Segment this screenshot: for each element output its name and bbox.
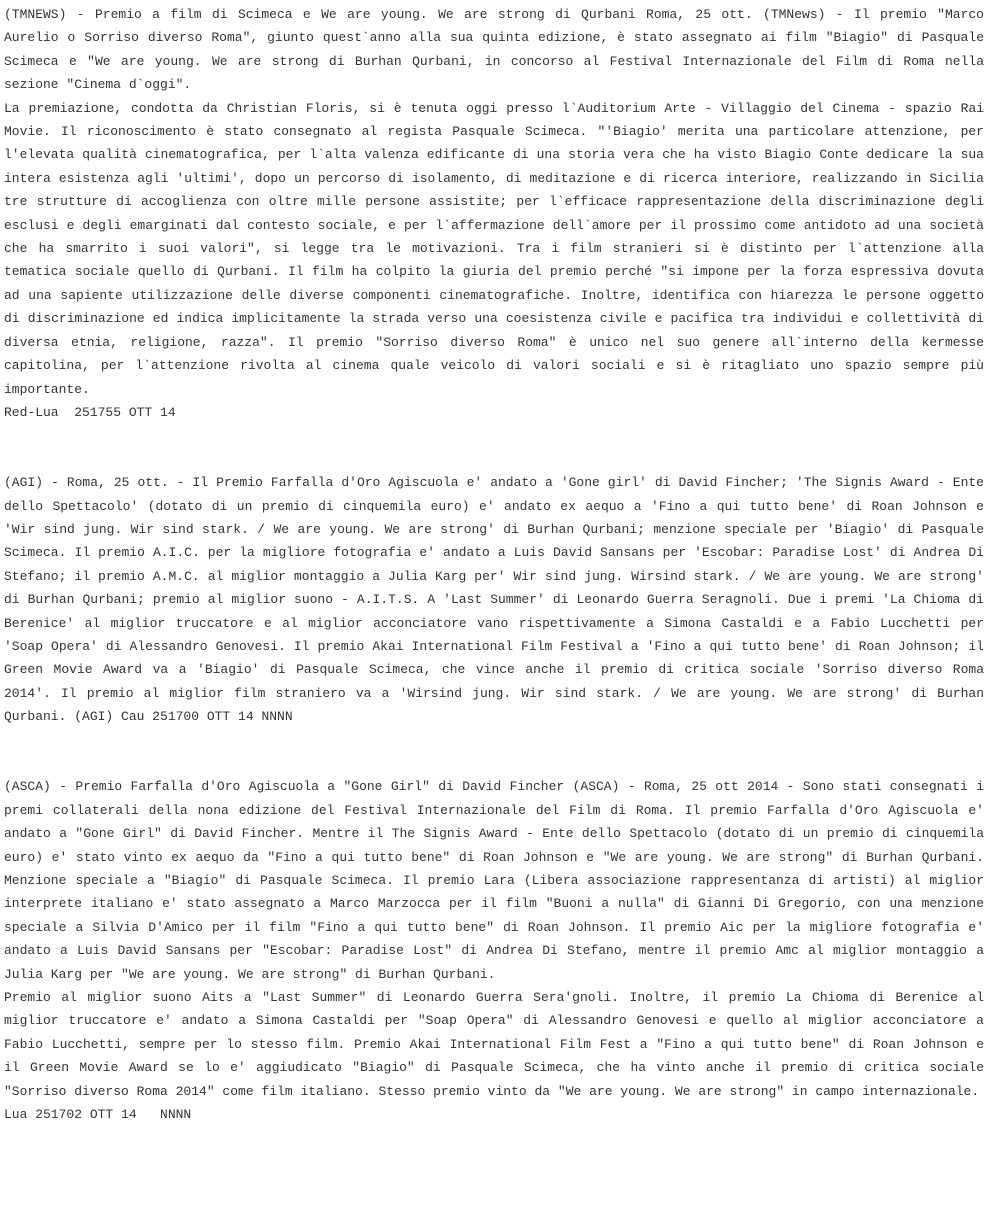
article-paragraph: (ASCA) - Premio Farfalla d'Oro Agiscuola a "Gone Girl" di David Fincher (ASCA) - Roma, 25 ott 2014 - Sono stati consegnati i premi collaterali della nona edizione del Festival Internazionale del Film di Roma. Il premio Farfalla d'Oro Agiscuola e' andato a "Gone Girl" di David Fincher. Mentre il The Signis Award - Ente dello Spettacolo (dotato di un premio di cinquemila euro) e' stato vinto ex aequo da "Fino a qui tutto bene" di Roan Johnson e "We are young. We are strong" di Burhan Qurbani. Menzione speciale a "Biagio" di Pasquale Scimeca. Il premio Lara (Libera associazione rappresentanza di artisti) al miglior interprete italiano e' stato assegnato a Marco Marzocca per il film "Buoni a nulla" di Gianni Di Gregorio, con una menzione speciale a Silvia D'Amico per il film "Fino a qui tutto bene" di Roan Johnson. Il premio Aic per la migliore fotografia e' andato a Luis David Sansans per "Escobar: Paradise Lost" di Andrea Di Stefano, mentre il premio Amc al miglior montaggio a Julia Karg per "We are young. We are strong" di Burhan Qurbani.	[4, 779, 984, 982]
article-paragraph: Premio al miglior suono Aits a "Last Summer" di Leonardo Guerra Sera'gnoli. Inoltre, il premio La Chioma di Berenice al miglior truccatore e' andato a Simona Castaldi per "Soap Opera" di Alessandro Genovesi e quello al miglior acconciatore a Fabio Lucchetti, sempre per lo stesso film. Premio Akai International Film Fest a "Fino a qui tutto bene" di Roan Johnson e il Green Movie Award se lo e' aggiudicato "Biagio" di Pasquale Scimeca, che ha vinto anche il premio di critica sociale "Sorriso diverso Roma 2014" come film italiano. Stesso premio vinto da "We are young. We are strong" in campo internazionale.	[4, 990, 984, 1099]
article-signature: Lua 251702 OTT 14 NNNN	[4, 1107, 192, 1123]
article-signature: Red-Lua 251755 OTT 14	[4, 404, 176, 420]
article-tmnews	[4, 3, 984, 424]
article-separator	[4, 424, 984, 471]
article-agi	[4, 471, 984, 728]
article-asca	[4, 775, 984, 1126]
article-paragraph: (TMNEWS) - Premio a film di Scimeca e We are young. We are strong di Qurbani Roma, 25 ott. (TMNews) - Il premio "Marco Aurelio o Sorriso diverso Roma", giunto quest`anno alla sua quinta edizione, è stato assegnato ai film "Biagio" di Pasquale Scimeca e "We are young. We are strong di Burhan Qurbani, in concorso al Festival Internazionale del Film di Roma nella sezione "Cinema d`oggi".	[4, 7, 984, 93]
news-document	[4, 3, 984, 1126]
article-separator	[4, 729, 984, 776]
article-paragraph: La premiazione, condotta da Christian Floris, si è tenuta oggi presso l`Auditorium Arte - Villaggio del Cinema - spazio Rai Movie. Il riconoscimento è stato consegnato al regista Pasquale Scimeca. "'Biagio' merita una particolare attenzione, per l'elevata qualità cinematografica, per l`alta valenza edificante di una storia vera che ha visto Biagio Conte dedicare la sua intera esistenza agli 'ultimi', dopo un percorso di isolamento, di meditazione e di ricerca interiore, realizzando in Sicilia tre strutture di accoglienza con oltre mille persone assistite; per l`efficace rappresentazione della discriminazione degli esclusi e degli emarginati dal contesto sociale, e per l`affermazione dell`amore per il prossimo come antidoto ad una società che ha smarrito i suoi valori", si legge tra le motivazioni. Tra i film stranieri si è distinto per l`attenzione alla tematica sociale quello di Qurbani. Il film ha colpito la giuria del premio perché "si impone per la forza espressiva dovuta ad una sapiente utilizzazione delle diverse componenti cinematografiche. Inoltre, identifica con hiarezza le persone oggetto di discriminazione ed indica implicitamente la strada verso una coesistenza civile e pacifica tra individui e collettività di diversa etnia, religione, razza". Il premio "Sorriso diverso Roma" è unico nel suo genere all`interno della kermesse capitolina, per l`attenzione rivolta al cinema quale veicolo di valori sociali e si è ritagliato uno spazio sempre più importante.	[4, 100, 984, 397]
article-paragraph: (AGI) - Roma, 25 ott. - Il Premio Farfalla d'Oro Agiscuola e' andato a 'Gone girl' di David Fincher; 'The Signis Award - Ente dello Spettacolo' (dotato di un premio di cinquemila euro) e' andato ex aequo a 'Fino a qui tutto bene' di Roan Johnson e 'Wir sind jung. Wir sind stark. / We are young. We are strong' di Burhan Qurbani; menzione speciale per 'Biagio' di Pasquale Scimeca. Il premio A.I.C. per la migliore fotografia e' andato a Luis David Sansans per 'Escobar: Paradise Lost' di Andrea Di Stefano; il premio A.M.C. al miglior montaggio a Julia Karg per' Wir sind jung. Wirsind stark. / We are young. We are strong' di Burhan Qurbani; premio al miglior suono - A.I.T.S. A 'Last Summer' di Leonardo Guerra Seragnoli. Due i premi 'La Chioma di Berenice' al miglior truccatore e al miglior acconciatore vano rispettivamente a Simona Castaldi e a Fabio Lucchetti per 'Soap Opera' di Alessandro Genovesi. Il premio Akai International Film Festival a 'Fino a qui tutto bene' di Roan Johnson; il Green Movie Award va a 'Biagio' di Pasquale Scimeca, che vince anche il premio di critica sociale 'Sorriso diverso Roma 2014'. Il premio al miglior film straniero va a 'Wirsind jung. Wir sind stark. / We are young. We are strong' di Burhan Qurbani. (AGI) Cau 251700 OTT 14 NNNN	[4, 475, 984, 725]
